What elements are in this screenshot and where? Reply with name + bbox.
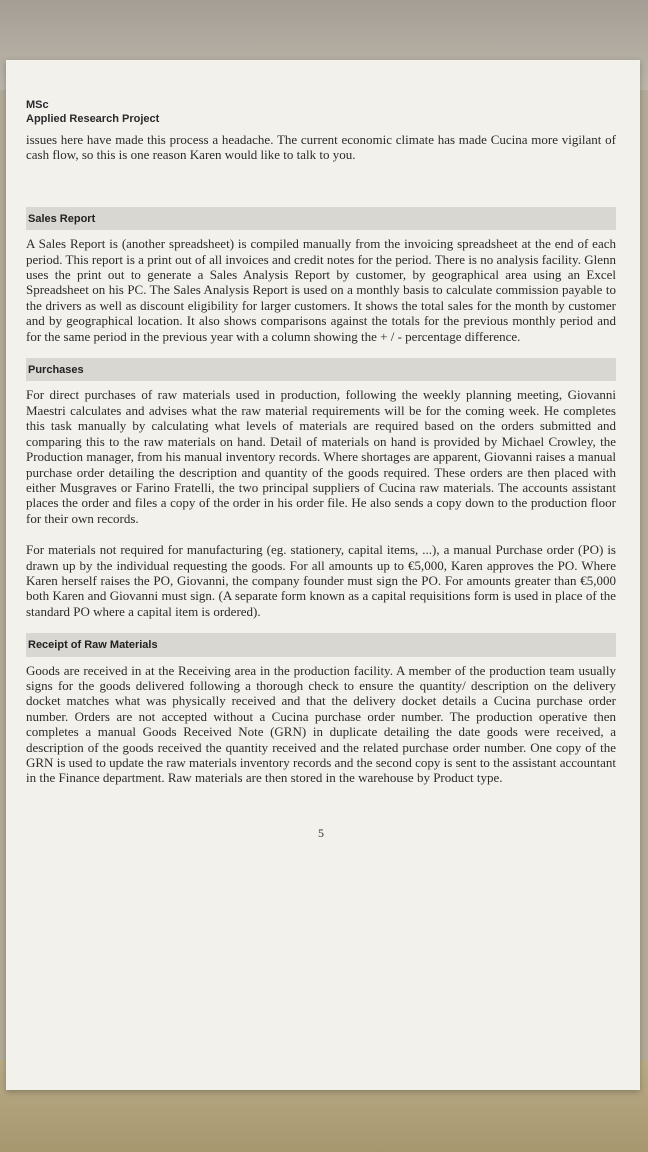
section-header-purchases: [26, 358, 616, 381]
spacer: [26, 619, 616, 633]
page-number: 5: [318, 825, 324, 840]
document-page: [6, 60, 640, 1090]
header-project-title: Applied Research Project: [26, 113, 160, 125]
spacer: [26, 163, 616, 207]
section-header-receipt-of-raw-materials: [26, 633, 616, 656]
header-degree: MSc: [26, 99, 49, 111]
receipt-paragraph: Goods are received in at the Receiving area in the production facility. A member of the production team usually signs for the goods delivered following a thorough check to ensure the quantity/ description on the delivery docket matches what was physically received and that the delivery docket details a Cucina purchase order number. Orders are not accepted without a Cucina purchase order number. The production operative then completes a manual Goods Received Note (GRN) in duplicate detailing the date goods were received, a description of the goods received the quantity received and the related purchase order number. One copy of the GRN is used to update the raw materials inventory records and the second copy is sent to the assistant accountant in the Finance department. Raw materials are then stored in the warehouse by Product type.: [26, 662, 616, 786]
intro-paragraph: issues here have made this process a headache. The current economic climate has made Cucina more vigilant of cash flow, so this is one reason Karen would like to talk to you.: [26, 132, 616, 163]
section-header-sales-report: [26, 207, 616, 230]
section-title: Receipt of Raw Materials: [28, 639, 158, 652]
spacer: [26, 526, 616, 542]
spacer: [26, 344, 616, 358]
purchases-paragraph-2: For materials not required for manufacturing (eg. stationery, capital items, ...), a manual Purchase order (PO) is drawn up by the individual requesting the goods. For all amounts up to €5,000, Karen approves the PO. Where Karen herself raises the PO, Giovanni, the company founder must sign the PO. For amounts greater than €5,000 both Karen and Giovanni must sign. (A separate form known as a capital requisitions form is used in place of the standard PO where a capital item is ordered).: [26, 542, 616, 619]
section-title: Sales Report: [28, 212, 96, 225]
sales-report-paragraph: A Sales Report is (another spreadsheet) is compiled manually from the invoicing spreadsheet at the end of each period. This report is a print out of all invoices and credit notes for the period. There is no analysis facility. Glenn uses the print out to generate a Sales Analysis Report by customer, by geographical area using an Excel Spreadsheet on his PC. The Sales Analysis Report is used on a monthly basis to calculate commission payable to the drivers as well as discount eligibility for larger customers. It shows the total sales for the month by customer and by geographical location. It also shows comparisons against the totals for the previous monthly period and for the same period in the previous year with a column showing the + / - percentage difference.: [26, 236, 616, 344]
section-title: Purchases: [28, 364, 84, 377]
purchases-paragraph-1: For direct purchases of raw materials used in production, following the weekly planning meeting, Giovanni Maestri calculates and advises what the raw material requirements will be for the coming week. He completes this task manually by calculating what levels of materials are required based on the orders submitted and comparing this to the raw materials on hand. Detail of materials on hand is provided by Michael Crowley, the Production manager, from his manual inventory records. Where shortages are apparent, Giovanni raises a manual purchase order detailing the description and quantity of the goods required. These orders are then placed with either Musgraves or Farino Fratelli, the two principal suppliers of Cucina raw materials. The accounts assistant places the order and files a copy of the order in his order file. He also sends a copy down to the production floor for their own records.: [26, 387, 616, 526]
page-content: [26, 98, 616, 841]
